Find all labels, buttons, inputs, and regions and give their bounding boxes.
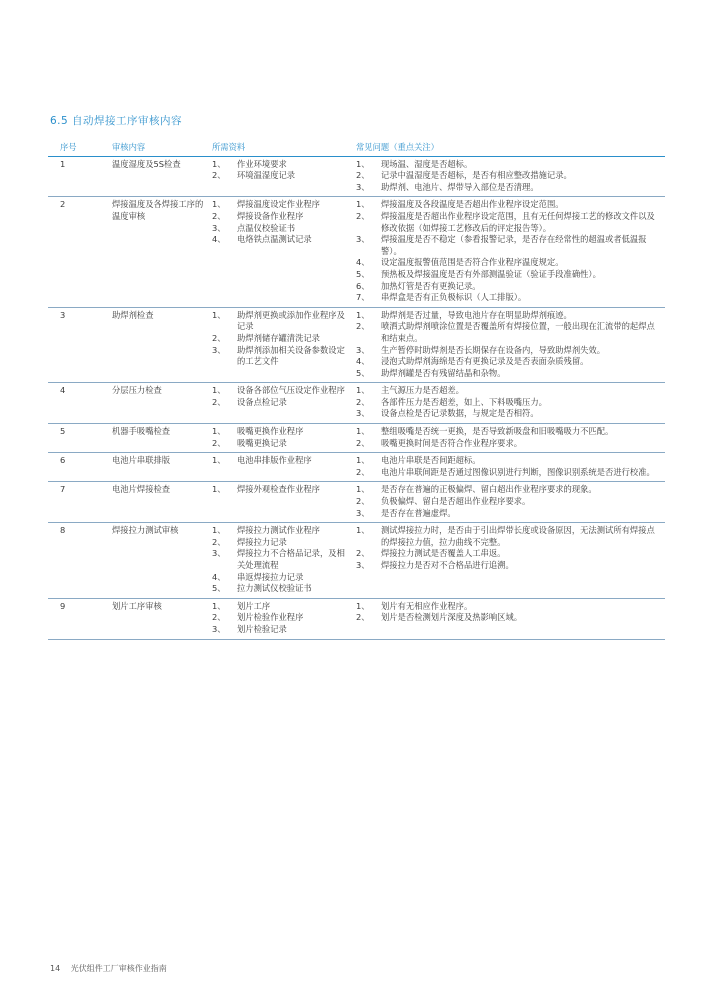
audit-content: 焊接拉力测试审核 — [110, 523, 210, 599]
table-row — [48, 307, 665, 383]
issue-item — [356, 467, 663, 479]
section-title: 6.5 自动焊接工序审核内容 — [50, 115, 183, 127]
issue-item-text: 划片是否检测划片深度及热影响区域。 — [381, 612, 523, 623]
header-no: 序号 — [48, 140, 110, 156]
issue-item-number: 1、 — [356, 426, 370, 437]
issue-item-number: 3、 — [356, 408, 370, 419]
issue-item-number: 3、 — [356, 344, 370, 355]
row-number: 2 — [48, 197, 110, 307]
issue-item — [356, 548, 663, 560]
page-footer — [50, 963, 167, 974]
issue-item-number: 2、 — [356, 396, 370, 407]
material-item — [212, 583, 352, 595]
material-item-text: 助焊剂储存罐清洗记录 — [237, 332, 320, 343]
header-issues: 常见问题（重点关注） — [354, 140, 665, 156]
issue-item-text: 加热灯管是否有更换记录。 — [381, 280, 481, 291]
material-item — [212, 234, 352, 246]
material-item-text: 划片工序 — [237, 600, 271, 611]
issue-item — [356, 310, 663, 322]
issue-item-text: 助焊剂罐是否有残留结晶和杂物。 — [381, 367, 506, 378]
header-content: 审核内容 — [110, 140, 210, 156]
material-item-number: 2、 — [212, 396, 226, 407]
material-item-text: 助焊剂更换或添加作业程序及记录 — [237, 309, 345, 332]
issue-item — [356, 182, 663, 194]
audit-content: 划片工序审核 — [110, 598, 210, 639]
issue-item-text: 设备点检是否记录数据，与规定是否相符。 — [381, 408, 539, 419]
issue-item-text: 电池片串联是否间距超标。 — [381, 455, 481, 466]
issue-item-text: 测试焊接拉力时，是否由于引出焊带长度或设备原因，无法测试所有焊接点的焊接拉力值，拉力曲线不完整。 — [381, 525, 655, 547]
issue-item-number: 1、 — [356, 309, 370, 320]
material-item — [212, 170, 352, 182]
issue-item-text: 各部件压力是否超差，如上、下料吸嘴压力。 — [381, 396, 547, 407]
material-item-number: 2、 — [212, 612, 226, 623]
issue-list — [354, 307, 665, 383]
table-row — [48, 523, 665, 599]
material-item-text: 划片检验记录 — [237, 623, 287, 634]
issue-item — [356, 560, 663, 572]
issue-item-number: 7、 — [356, 292, 370, 303]
material-item-number: 1、 — [212, 455, 226, 466]
issue-item — [356, 292, 663, 304]
issue-item — [356, 385, 663, 397]
material-item-text: 串返焊接拉力记录 — [237, 571, 304, 582]
issue-item-text: 助焊剂是否过量，导致电池片存在明显助焊剂痕迹。 — [381, 309, 572, 320]
issue-item-number: 5、 — [356, 367, 370, 378]
audit-content: 电池片串联排版 — [110, 453, 210, 482]
issue-list — [354, 482, 665, 523]
material-item-text: 吸嘴更换记录 — [237, 437, 287, 448]
material-item-text: 作业环境要求 — [237, 158, 287, 169]
material-item — [212, 601, 352, 613]
issue-item — [356, 170, 663, 182]
issue-item-number: 3、 — [356, 181, 370, 192]
issue-item-number: 4、 — [356, 356, 370, 367]
issue-item-text: 焊接拉力是否对不合格品进行追溯。 — [381, 560, 514, 570]
issue-list — [354, 424, 665, 453]
table-row — [48, 383, 665, 424]
footer-title: 光伏组件工厂审核作业指南 — [70, 964, 167, 973]
issue-item — [356, 438, 663, 450]
row-number: 7 — [48, 482, 110, 523]
issue-item — [356, 356, 663, 368]
audit-content: 机器手吸嘴检查 — [110, 424, 210, 453]
material-item — [212, 426, 352, 438]
issue-item-number: 2、 — [356, 612, 370, 623]
issue-item — [356, 455, 663, 467]
issue-item — [356, 281, 663, 293]
issue-item-number: 3、 — [356, 234, 370, 245]
issue-item-text: 整组吸嘴是否统一更换，是否导致新吸盘和旧吸嘴吸力不匹配。 — [381, 426, 614, 437]
material-item — [212, 199, 352, 211]
row-number: 1 — [48, 156, 110, 197]
issue-item-text: 划片有无相应作业程序。 — [381, 600, 473, 611]
row-number: 5 — [48, 424, 110, 453]
issue-item-text: 生产暂停时助焊剂是否长期保存在设备内，导致助焊剂失效。 — [381, 344, 606, 355]
issue-item — [356, 159, 663, 171]
issue-item-number: 3、 — [356, 507, 370, 518]
issue-item-text: 现场温、湿度是否超标。 — [381, 158, 473, 169]
issue-list — [354, 453, 665, 482]
material-item — [212, 624, 352, 636]
issue-item — [356, 612, 663, 624]
table-row — [48, 156, 665, 197]
material-item — [212, 385, 352, 397]
table-row — [48, 197, 665, 307]
issue-item-text: 主气源压力是否超差。 — [381, 385, 464, 396]
audit-content: 焊接温度及各焊接工序的温度审核 — [110, 197, 210, 307]
issue-item-number: 1、 — [356, 484, 370, 495]
material-list — [210, 307, 354, 383]
material-item-number: 1、 — [212, 426, 226, 437]
material-item-text: 点温仪校验证书 — [237, 222, 296, 233]
material-item — [212, 333, 352, 345]
issue-list — [354, 197, 665, 307]
issue-item-number: 1、 — [356, 600, 370, 611]
issue-item — [356, 368, 663, 380]
issue-item — [356, 199, 663, 211]
material-item-number: 3、 — [212, 623, 226, 634]
material-item-number: 2、 — [212, 210, 226, 221]
issue-item-number: 2、 — [356, 210, 370, 221]
issue-item-number: 2、 — [356, 548, 370, 559]
table-row — [48, 598, 665, 639]
issue-item-text: 焊接温度及各段温度是否超出作业程序设定范围。 — [381, 199, 564, 210]
material-item — [212, 310, 352, 333]
material-item-number: 4、 — [212, 571, 226, 582]
issue-item-number: 1、 — [356, 385, 370, 396]
issue-item — [356, 426, 663, 438]
issue-item-text: 电池片串联间距是否通过图像识别进行判断，图像识别系统是否进行校准。 — [381, 466, 655, 477]
row-number: 4 — [48, 383, 110, 424]
audit-content: 分层压力检查 — [110, 383, 210, 424]
material-item-number: 1、 — [212, 600, 226, 611]
issue-item — [356, 345, 663, 357]
material-list — [210, 424, 354, 453]
row-number: 9 — [48, 598, 110, 639]
material-item-number: 1、 — [212, 525, 226, 536]
material-item-text: 划片检验作业程序 — [237, 612, 304, 623]
material-item — [212, 345, 352, 368]
issue-list — [354, 383, 665, 424]
material-item — [212, 484, 352, 496]
issue-item-text: 焊接温度是否不稳定（参看报警记录，是否存在经常性的超温或者低温报警）。 — [381, 234, 647, 256]
issue-item-text: 设定温度报警值范围是否符合作业程序温度规定。 — [381, 257, 564, 268]
material-item — [212, 455, 352, 467]
material-list — [210, 383, 354, 424]
issue-item — [356, 601, 663, 613]
issue-item-text: 记录中温湿度是否超标，是否有相应整改措施记录。 — [381, 170, 572, 181]
issue-item — [356, 257, 663, 269]
material-item-number: 2、 — [212, 536, 226, 547]
issue-item-number: 1、 — [356, 199, 370, 210]
table-row — [48, 482, 665, 523]
material-item — [212, 159, 352, 171]
issue-item — [356, 211, 663, 234]
material-item-number: 4、 — [212, 234, 226, 245]
material-item-number: 3、 — [212, 548, 226, 559]
material-item-text: 焊接温度设定作业程序 — [237, 199, 320, 210]
issue-item — [356, 234, 663, 257]
issue-list — [354, 598, 665, 639]
issue-item-text: 负极偏焊、留白是否超出作业程序要求。 — [381, 496, 531, 507]
material-item-text: 吸嘴更换作业程序 — [237, 426, 304, 437]
issue-item-text: 焊接拉力测试是否覆盖人工串返。 — [381, 548, 506, 559]
material-item-text: 助焊剂添加相关设备参数设定的工艺文件 — [237, 344, 345, 367]
material-item — [212, 572, 352, 584]
material-item-text: 电烙铁点温测试记录 — [237, 234, 312, 245]
issue-item — [356, 408, 663, 420]
header-materials: 所需资料 — [210, 140, 354, 156]
issue-item-text: 喷洒式助焊剂喷涂位置是否覆盖所有焊接位置，一般出现在汇流带的起焊点和结束点。 — [381, 321, 655, 343]
material-list — [210, 598, 354, 639]
issue-item-number: 2、 — [356, 437, 370, 448]
material-item-number: 1、 — [212, 484, 226, 495]
issue-item-text: 是否存在普遍的正极偏焊、留白超出作业程序要求的现象。 — [381, 484, 597, 495]
issue-item — [356, 397, 663, 409]
issue-item-number: 2、 — [356, 496, 370, 507]
issue-item — [356, 525, 663, 548]
audit-table — [48, 140, 665, 640]
table-row — [48, 453, 665, 482]
material-list — [210, 482, 354, 523]
issue-item — [356, 508, 663, 520]
material-item-text: 设备各部位气压设定作业程序 — [237, 385, 345, 396]
page-number: 14 — [50, 964, 61, 973]
issue-item-number: 3、 — [356, 560, 370, 570]
material-item-text: 拉力测试仪校验证书 — [237, 583, 312, 594]
material-item-text: 电池串排版作业程序 — [237, 455, 312, 466]
material-item-number: 1、 — [212, 385, 226, 396]
material-item-number: 2、 — [212, 170, 226, 181]
material-item — [212, 525, 352, 537]
material-item-text: 焊接拉力测试作业程序 — [237, 525, 320, 536]
issue-item — [356, 484, 663, 496]
issue-list — [354, 156, 665, 197]
issue-item-number: 5、 — [356, 268, 370, 279]
material-list — [210, 523, 354, 599]
table-row — [48, 424, 665, 453]
material-item-number: 5、 — [212, 583, 226, 594]
table-header-row — [48, 140, 665, 156]
row-number: 8 — [48, 523, 110, 599]
issue-item-text: 吸嘴更换时间是否符合作业程序要求。 — [381, 437, 523, 448]
material-item-number: 2、 — [212, 437, 226, 448]
issue-list — [354, 523, 665, 599]
issue-item-text: 串焊盒是否有正负极标识（人工排版）。 — [381, 292, 527, 303]
issue-item-text: 助焊剂、电池片、焊带导入部位是否清理。 — [381, 181, 539, 192]
issue-item — [356, 321, 663, 344]
material-item — [212, 548, 352, 571]
issue-item-text: 是否存在普遍虚焊。 — [381, 507, 456, 518]
material-item — [212, 397, 352, 409]
issue-item — [356, 496, 663, 508]
issue-item-number: 1、 — [356, 455, 370, 466]
material-item-text: 焊接拉力不合格品记录，及相关处理流程 — [237, 548, 345, 570]
material-item — [212, 612, 352, 624]
material-list — [210, 156, 354, 197]
issue-item-text: 预热板及焊接温度是否有外部测温验证（验证手段准确性）。 — [381, 268, 601, 279]
issue-item-number: 6、 — [356, 280, 370, 291]
issue-item — [356, 269, 663, 281]
material-item — [212, 537, 352, 549]
row-number: 3 — [48, 307, 110, 383]
issue-item-number: 2、 — [356, 466, 370, 477]
material-item — [212, 438, 352, 450]
audit-content: 电池片焊接检查 — [110, 482, 210, 523]
material-item-number: 1、 — [212, 199, 226, 210]
material-list — [210, 453, 354, 482]
issue-item-number: 2、 — [356, 321, 370, 332]
material-item-text: 焊接拉力记录 — [237, 536, 287, 547]
row-number: 6 — [48, 453, 110, 482]
material-item-text: 环境温湿度记录 — [237, 170, 296, 181]
material-item-text: 焊接设备作业程序 — [237, 210, 304, 221]
material-item-text: 设备点检记录 — [237, 396, 287, 407]
issue-item-number: 1、 — [356, 158, 370, 169]
material-list — [210, 197, 354, 307]
issue-item-text: 焊接温度是否超出作业程序设定范围，且有无任何焊接工艺的修改文件以及修改依据（如焊接工艺修改后的评定报告等）。 — [381, 210, 655, 233]
issue-item-number: 2、 — [356, 170, 370, 181]
material-item — [212, 223, 352, 235]
material-item — [212, 211, 352, 223]
issue-item-text: 浸泡式助焊剂海绵是否有更换记录及是否表面杂质残留。 — [381, 356, 589, 367]
material-item-text: 焊接外观检查作业程序 — [237, 484, 320, 495]
material-item-number: 1、 — [212, 309, 226, 320]
material-item-number: 3、 — [212, 344, 226, 355]
audit-content: 助焊剂检查 — [110, 307, 210, 383]
material-item-number: 3、 — [212, 222, 226, 233]
audit-content: 温度湿度及5S检查 — [110, 156, 210, 197]
issue-item-number: 4、 — [356, 257, 370, 268]
issue-item-number: 1、 — [356, 525, 370, 536]
material-item-number: 1、 — [212, 158, 226, 169]
material-item-number: 2、 — [212, 332, 226, 343]
